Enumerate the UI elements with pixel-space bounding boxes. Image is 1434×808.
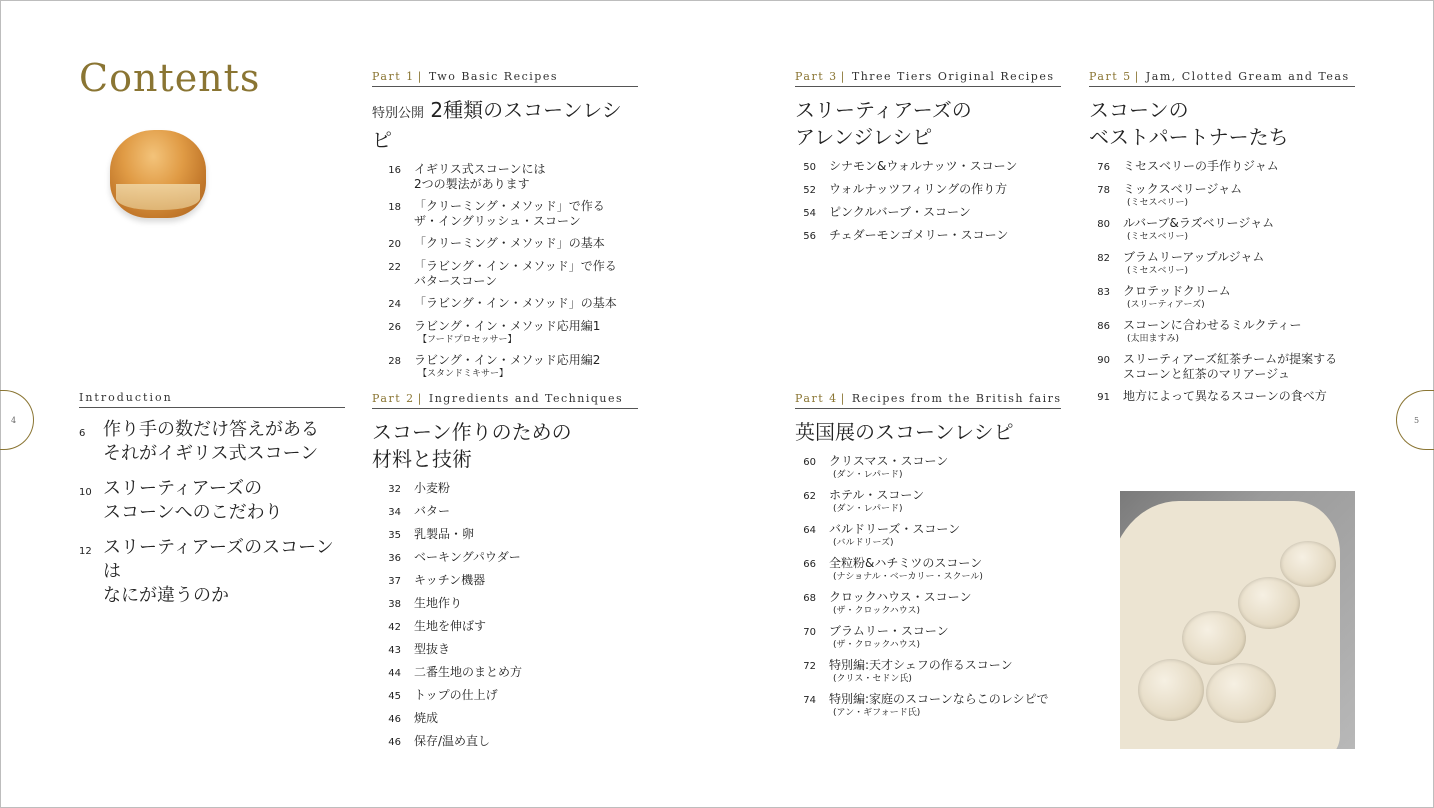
entry-author: 【スタンドミキサー】 <box>418 369 509 379</box>
entry-author: (スリーティアーズ) <box>1127 300 1205 310</box>
section-heading <box>372 392 638 409</box>
entry-text: 作り手の数だけ答えがある それがイギリス式スコーン <box>103 419 319 464</box>
entry-title <box>829 658 1013 685</box>
entry-text: 「ラビング・イン・メソッド」の基本 <box>414 296 617 310</box>
page-ref: 37 <box>388 576 401 587</box>
section-heading <box>795 70 1061 87</box>
entry-text: トップの仕上げ <box>414 688 498 702</box>
page-ref: 72 <box>803 661 816 672</box>
entry-text: バター <box>414 504 451 518</box>
toc-entry <box>377 504 638 520</box>
entry-author: (ダン・レパード) <box>833 470 903 480</box>
entry-author: (ミセスベリー) <box>1127 232 1189 242</box>
toc-entry <box>377 550 638 566</box>
entry-title <box>1123 284 1231 311</box>
entry-title <box>414 619 486 635</box>
entry-title <box>829 159 1017 175</box>
page-ref: 42 <box>388 622 401 633</box>
entry-text: ピンクルバーブ・スコーン <box>829 205 971 219</box>
entry-title <box>1123 250 1264 277</box>
page-ref: 10 <box>79 487 92 498</box>
section-heading <box>372 70 638 87</box>
entry-text: クリスマス・スコーン <box>829 454 949 468</box>
toc-entry <box>1086 216 1355 243</box>
entry-author: (ザ・クロックハウス) <box>833 606 921 616</box>
entry-title <box>829 590 971 617</box>
entry-text: ラビング・イン・メソッド応用編1 <box>414 319 601 333</box>
entry-title <box>1123 182 1242 209</box>
entry-title <box>414 596 462 612</box>
divider: | <box>417 70 423 83</box>
entry-title <box>414 236 605 252</box>
entry-text: ミックスベリージャム <box>1123 182 1243 196</box>
page-ref: 90 <box>1097 355 1110 366</box>
entry-text: 焼成 <box>414 711 439 725</box>
entry-text: 全粒粉&ハチミツのスコーン <box>829 556 983 570</box>
part3-list <box>792 159 1061 244</box>
entry-title <box>414 711 438 727</box>
entry-author: (ダン・レパード) <box>833 504 903 514</box>
page-ref: 20 <box>388 239 401 250</box>
section-title: スコーン作りのための 材料と技術 <box>372 420 572 471</box>
entry-text: ベーキングパウダー <box>414 550 521 564</box>
section-heading <box>1089 70 1355 87</box>
toc-entry <box>377 162 638 192</box>
entry-text: 乳製品・卵 <box>414 527 475 541</box>
entry-text: シナモン&ウォルナッツ・スコーン <box>829 159 1018 173</box>
entry-title <box>414 665 522 681</box>
toc-entry <box>377 259 638 289</box>
entry-title <box>414 481 450 497</box>
page-ref: 66 <box>803 559 816 570</box>
entry-text: 地方によって異なるスコーンの食べ方 <box>1123 389 1327 403</box>
entry-title <box>414 688 498 704</box>
entry-text: 小麦粉 <box>414 481 451 495</box>
entry-author: (バルドリーズ) <box>833 538 894 548</box>
entry-title <box>103 536 345 608</box>
section-title: 英国展のスコーンレシピ <box>795 420 1014 444</box>
page-ref: 91 <box>1097 392 1110 403</box>
part-heading: Ingredients and Techniques <box>428 392 624 405</box>
entry-title <box>829 228 1008 244</box>
toc-entry <box>1086 389 1355 405</box>
entry-text: ミセスベリーの手作りジャム <box>1123 159 1279 173</box>
page-ref: 78 <box>1097 185 1110 196</box>
entry-title <box>414 734 490 750</box>
section-title <box>372 97 638 154</box>
entry-author: (クリス・セドン氏) <box>833 674 912 684</box>
section-part-2 <box>372 392 638 757</box>
section-heading: Introduction <box>79 391 345 408</box>
entry-title <box>103 477 283 525</box>
page-ref: 46 <box>388 737 401 748</box>
toc-entry <box>377 481 638 497</box>
page-ref: 16 <box>388 165 401 176</box>
entry-text: 「クリーミング・メソッド」の基本 <box>414 236 605 250</box>
entry-text: ラビング・イン・メソッド応用編2 <box>414 353 601 367</box>
toc-entry <box>377 573 638 589</box>
entry-title <box>829 522 960 549</box>
part5-list <box>1086 159 1355 405</box>
cut-circle <box>1280 541 1336 587</box>
entry-title <box>414 573 485 589</box>
toc-entry <box>377 199 638 229</box>
part-heading: Jam, Clotted Gream and Teas <box>1145 70 1350 83</box>
toc-entry <box>792 658 1061 685</box>
entry-author: (ザ・クロックハウス) <box>833 640 921 650</box>
toc-entry <box>792 205 1061 221</box>
page-ref: 86 <box>1097 321 1110 332</box>
entry-text: 型抜き <box>414 642 451 656</box>
part4-list <box>792 454 1061 719</box>
entry-title <box>829 205 971 221</box>
page-ref: 60 <box>803 457 816 468</box>
page-ref: 45 <box>388 691 401 702</box>
page-ref: 22 <box>388 262 401 273</box>
part2-list <box>377 481 638 750</box>
toc-entry <box>1086 284 1355 311</box>
entry-title <box>414 642 450 658</box>
toc-entry <box>377 236 638 252</box>
toc-entry <box>792 228 1061 244</box>
entry-title <box>829 182 1007 198</box>
section-title: スリーティアーズの アレンジレシピ <box>795 98 972 149</box>
page-ref: 34 <box>388 507 401 518</box>
entry-text: ブラムリーアップルジャム <box>1123 250 1265 264</box>
entry-title <box>414 550 521 566</box>
entry-author: (太田ますみ) <box>1127 334 1180 344</box>
part-label: Part 3 <box>795 70 838 83</box>
page-ref: 76 <box>1097 162 1110 173</box>
entry-text: 保存/温め直し <box>414 734 491 748</box>
entry-text: 特別編:天才シェフの作るスコーン <box>829 658 1013 672</box>
toc-entry <box>792 556 1061 583</box>
page-ref: 68 <box>803 593 816 604</box>
page-ref: 83 <box>1097 287 1110 298</box>
entry-text: チェダーモンゴメリー・スコーン <box>829 228 1009 242</box>
entry-text: 特別編:家庭のスコーンならこのレシピで <box>829 692 1049 706</box>
entry-title <box>829 624 949 651</box>
entry-author: (ナショナル・ベーカリー・スクール) <box>833 572 983 582</box>
page-ref: 62 <box>803 491 816 502</box>
toc-entry <box>377 619 638 635</box>
title-prefix: 特別公開 <box>372 106 425 121</box>
scone-photo <box>110 130 206 218</box>
entry-text: 二番生地のまとめ方 <box>414 665 523 679</box>
part-heading: Three Tiers Original Recipes <box>851 70 1055 83</box>
page-ref: 24 <box>388 299 401 310</box>
page-ref: 18 <box>388 202 401 213</box>
page-ref: 46 <box>388 714 401 725</box>
part1-list <box>377 162 638 380</box>
entry-text: スリーティアーズ紅茶チームが提案する スコーンと紅茶のマリアージュ <box>1123 352 1338 381</box>
entry-title <box>1123 159 1279 175</box>
toc-entry <box>377 527 638 543</box>
section-title: スコーンの ベストパートナーたち <box>1089 98 1289 149</box>
page-ref: 56 <box>803 231 816 242</box>
section-introduction <box>79 391 345 619</box>
toc-entry <box>792 522 1061 549</box>
toc-entry <box>377 734 638 750</box>
page-number-left: 4 <box>0 390 34 450</box>
dough-photo <box>1120 491 1355 749</box>
toc-entry <box>377 688 638 704</box>
page-ref: 70 <box>803 627 816 638</box>
toc-entry <box>79 536 345 608</box>
toc-entry <box>1086 182 1355 209</box>
toc-entry <box>1086 318 1355 345</box>
toc-entry <box>377 596 638 612</box>
entry-title <box>414 319 600 346</box>
toc-entry <box>377 642 638 658</box>
entry-title <box>1123 389 1327 405</box>
page-ref: 12 <box>79 546 92 557</box>
entry-text: ルバーブ&ラズベリージャム <box>1123 216 1275 230</box>
entry-author: 【フードプロセッサー】 <box>418 335 517 345</box>
entry-title <box>414 527 474 543</box>
page-ref: 6 <box>79 428 86 439</box>
page-ref: 26 <box>388 322 401 333</box>
toc-entry <box>792 182 1061 198</box>
entry-text: 「クリーミング・メソッド」で作る ザ・イングリッシュ・スコーン <box>414 199 605 228</box>
page-ref: 52 <box>803 185 816 196</box>
page-number-right: 5 <box>1396 390 1434 450</box>
entry-author: (ミセスベリー) <box>1127 198 1189 208</box>
section-part-5 <box>1089 70 1355 412</box>
toc-entry <box>792 159 1061 175</box>
divider: | <box>417 392 423 405</box>
page-ref: 36 <box>388 553 401 564</box>
toc-entry <box>377 665 638 681</box>
toc-entry <box>792 590 1061 617</box>
entry-text: ウォルナッツフィリングの作り方 <box>829 182 1008 196</box>
cut-circle <box>1182 611 1246 665</box>
toc-entry <box>792 624 1061 651</box>
toc-entry <box>79 477 345 525</box>
entry-text: スリーティアーズのスコーンは なにが違うのか <box>103 537 334 606</box>
page-ref: 82 <box>1097 253 1110 264</box>
page-ref: 32 <box>388 484 401 495</box>
entry-title <box>1123 352 1337 382</box>
entry-text: イギリス式スコーンには 2つの製法があります <box>414 162 546 191</box>
divider: | <box>840 392 846 405</box>
entry-title <box>829 454 948 481</box>
entry-title <box>414 162 546 192</box>
page-title: Contents <box>79 56 261 100</box>
toc-entry <box>1086 159 1355 175</box>
entry-title <box>414 199 605 229</box>
entry-text: ホテル・スコーン <box>829 488 925 502</box>
entry-author: (アン・ギフォード氏) <box>833 708 921 718</box>
entry-title <box>414 504 450 520</box>
part-heading: Recipes from the British fairs <box>851 392 1062 405</box>
entry-text: 「ラビング・イン・メソッド」で作る バタースコーン <box>414 259 617 288</box>
part-label: Part 4 <box>795 392 838 405</box>
page-ref: 35 <box>388 530 401 541</box>
divider: | <box>1134 70 1140 83</box>
toc-entry <box>377 319 638 346</box>
page-ref: 54 <box>803 208 816 219</box>
section-part-3 <box>795 70 1061 251</box>
section-part-4 <box>795 392 1061 726</box>
toc-entry <box>377 353 638 380</box>
page-ref: 50 <box>803 162 816 173</box>
entry-title <box>414 296 617 312</box>
title-main: 2種類のスコーンレシピ <box>372 98 622 152</box>
entry-title <box>829 692 1049 719</box>
page-ref: 74 <box>803 695 816 706</box>
divider: | <box>840 70 846 83</box>
page-ref: 28 <box>388 356 401 367</box>
entry-title <box>1123 318 1302 345</box>
part-heading: Two Basic Recipes <box>428 70 558 83</box>
cut-circle <box>1206 663 1276 723</box>
entry-text: スコーンに合わせるミルクティー <box>1123 318 1302 332</box>
entry-text: クロックハウス・スコーン <box>829 590 972 604</box>
entry-text: キッチン機器 <box>414 573 486 587</box>
entry-title <box>414 259 617 289</box>
section-heading <box>795 392 1061 409</box>
entry-text: 生地を伸ばす <box>414 619 487 633</box>
toc-entry <box>1086 250 1355 277</box>
page-ref: 64 <box>803 525 816 536</box>
toc-entry <box>792 692 1061 719</box>
part-label: Part 5 <box>1089 70 1132 83</box>
entry-text: スリーティアーズの スコーンへのこだわり <box>103 478 283 523</box>
part-label: Part 1 <box>372 70 415 83</box>
page-ref: 43 <box>388 645 401 656</box>
entry-title <box>1123 216 1274 243</box>
cut-circle <box>1238 577 1300 629</box>
entry-title <box>103 418 319 466</box>
entry-text: クロテッドクリーム <box>1123 284 1231 298</box>
page-ref: 80 <box>1097 219 1110 230</box>
entry-text: 生地作り <box>414 596 463 610</box>
cut-circle <box>1138 659 1204 721</box>
page-ref: 38 <box>388 599 401 610</box>
entry-text: ブラムリー・スコーン <box>829 624 949 638</box>
entry-title <box>414 353 600 380</box>
toc-entry <box>377 711 638 727</box>
entry-title <box>829 488 924 515</box>
toc-entry <box>792 488 1061 515</box>
intro-list <box>79 418 345 608</box>
toc-entry <box>1086 352 1355 382</box>
page-ref: 44 <box>388 668 401 679</box>
toc-entry <box>79 418 345 466</box>
toc-entry <box>377 296 638 312</box>
entry-author: (ミセスベリー) <box>1127 266 1189 276</box>
section-part-1 <box>372 70 638 387</box>
toc-entry <box>792 454 1061 481</box>
part-label: Part 2 <box>372 392 415 405</box>
entry-text: バルドリーズ・スコーン <box>829 522 961 536</box>
entry-title <box>829 556 983 583</box>
